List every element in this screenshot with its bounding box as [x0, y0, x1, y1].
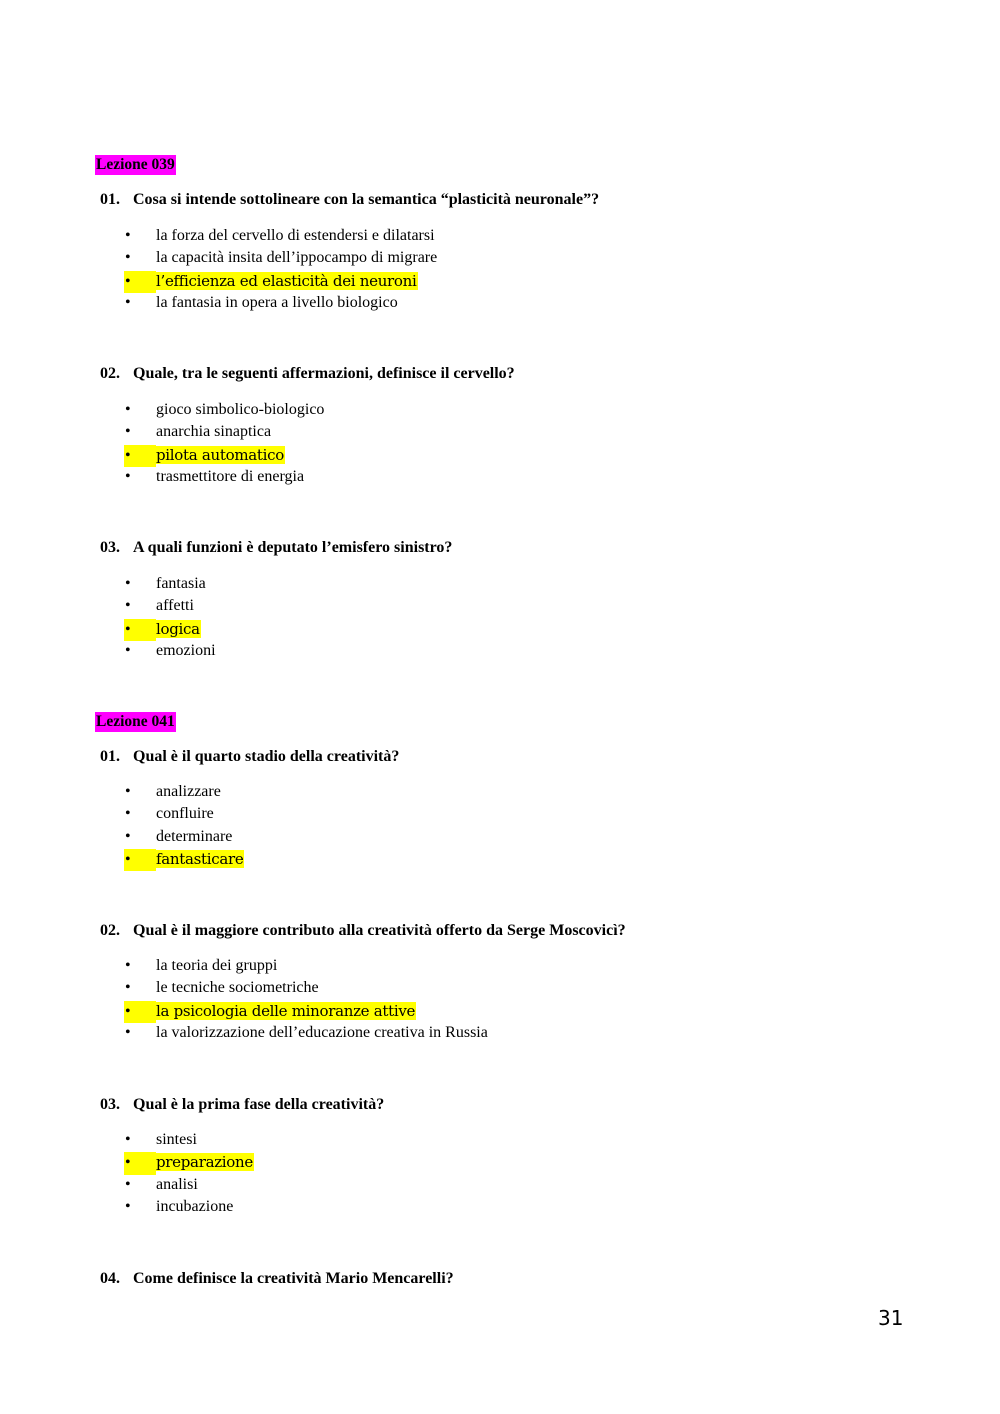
answer-option-highlighted [124, 270, 437, 292]
question [100, 538, 452, 558]
bullet-icon: • [125, 597, 131, 615]
answer-option [124, 640, 216, 662]
answer-list [124, 225, 437, 314]
answer-text: gioco simbolico-biologico [156, 401, 325, 418]
answer-option-highlighted [124, 848, 244, 870]
bullet-icon: • [125, 783, 131, 800]
answer-option [124, 1022, 488, 1044]
bullet-icon: • [124, 849, 156, 871]
answer-text: la fantasia in opera a livello biologico [156, 293, 398, 311]
question-text: Come definisce la creatività Mario Mencarelli? [133, 1270, 454, 1287]
bullet-icon: • [124, 445, 156, 467]
bullet-icon: • [125, 401, 131, 418]
answer-text: emozioni [156, 641, 216, 659]
answer-option [124, 826, 244, 848]
answer-text: la teoria dei gruppi [156, 957, 278, 974]
bullet-icon: • [125, 979, 131, 997]
answer-text: fantasia [156, 575, 206, 592]
answer-option [124, 781, 244, 803]
bullet-icon: • [125, 227, 131, 244]
bullet-icon: • [125, 575, 131, 592]
bullet-icon: • [125, 641, 131, 659]
answer-text: determinare [156, 827, 233, 845]
answer-option [124, 977, 488, 999]
question-number: 02. [100, 922, 120, 939]
question-number: 03. [100, 539, 120, 556]
question [100, 1095, 384, 1115]
answer-text: la psicologia delle minoranze attive [156, 1001, 416, 1020]
question-text: Qual è il maggiore contributo alla creatività offerto da Serge Moscovicì? [133, 922, 626, 939]
question-number: 03. [100, 1096, 120, 1113]
answer-text: l’efficienza ed elasticità dei neuroni [156, 271, 417, 290]
bullet-icon: • [125, 249, 131, 267]
answer-text: sintesi [156, 1131, 197, 1148]
answer-option [124, 573, 216, 595]
bullet-icon: • [125, 293, 131, 311]
bullet-icon: • [124, 1001, 156, 1023]
bullet-icon: • [124, 271, 156, 293]
answer-option [124, 225, 437, 247]
bullet-icon: • [125, 1131, 131, 1148]
answer-list [124, 573, 216, 662]
answer-list [124, 399, 324, 488]
question [100, 921, 626, 941]
answer-text: analizzare [156, 783, 221, 800]
answer-text: fantasticare [156, 849, 244, 868]
answer-text: preparazione [156, 1153, 253, 1172]
answer-option [124, 466, 324, 488]
bullet-icon: • [125, 1197, 131, 1215]
answer-option [124, 247, 437, 269]
question [100, 364, 515, 384]
lesson-header: Lezione 039 [96, 156, 175, 173]
page-number: 31 [878, 1306, 904, 1330]
answer-option [124, 803, 244, 825]
question-text: A quali funzioni è deputato l’emisfero sinistro? [133, 539, 453, 556]
bullet-icon: • [124, 1152, 156, 1174]
answer-text: anarchia sinaptica [156, 423, 272, 441]
question [100, 1269, 454, 1289]
answer-list [124, 955, 488, 1044]
question-text: Qual è la prima fase della creatività? [133, 1096, 385, 1113]
answer-text: pilota automatico [156, 445, 284, 464]
question-text: Qual è il quarto stadio della creatività? [133, 748, 400, 765]
question-text: Quale, tra le seguenti affermazioni, definisce il cervello? [133, 365, 515, 382]
answer-option [124, 421, 324, 443]
answer-text: analisi [156, 1175, 198, 1193]
answer-text: incubazione [156, 1197, 234, 1215]
answer-text: la forza del cervello di estendersi e dilatarsi [156, 227, 435, 244]
bullet-icon: • [125, 1175, 131, 1193]
lesson-header: Lezione 041 [96, 713, 175, 730]
answer-text: la capacità insita dell’ippocampo di migrare [156, 249, 438, 267]
question-number: 01. [100, 191, 120, 208]
answer-text: confluire [156, 805, 214, 823]
answer-list [124, 1129, 254, 1218]
answer-text: la valorizzazione dell’educazione creativa in Russia [156, 1023, 488, 1041]
bullet-icon: • [125, 957, 131, 974]
answer-list [124, 781, 244, 870]
answer-text: trasmettitore di energia [156, 467, 305, 485]
answer-option [124, 1174, 254, 1196]
bullet-icon: • [125, 423, 131, 441]
bullet-icon: • [125, 827, 131, 845]
answer-option-highlighted [124, 1000, 488, 1022]
answer-option [124, 1196, 254, 1218]
answer-text: logica [156, 619, 200, 638]
bullet-icon: • [124, 619, 156, 641]
answer-option [124, 399, 324, 421]
answer-option-highlighted [124, 1151, 254, 1173]
bullet-icon: • [125, 467, 131, 485]
answer-option [124, 1129, 254, 1151]
question-number: 04. [100, 1270, 120, 1287]
answer-text: affetti [156, 597, 194, 615]
bullet-icon: • [125, 805, 131, 823]
answer-option [124, 595, 216, 617]
question-number: 01. [100, 748, 120, 765]
answer-option [124, 955, 488, 977]
answer-option-highlighted [124, 444, 324, 466]
bullet-icon: • [125, 1023, 131, 1041]
answer-text: le tecniche sociometriche [156, 979, 319, 997]
answer-option-highlighted [124, 618, 216, 640]
question-number: 02. [100, 365, 120, 382]
question [100, 190, 599, 210]
question [100, 747, 399, 767]
question-text: Cosa si intende sottolineare con la semantica “plasticità neuronale”? [133, 191, 600, 208]
answer-option [124, 292, 437, 314]
